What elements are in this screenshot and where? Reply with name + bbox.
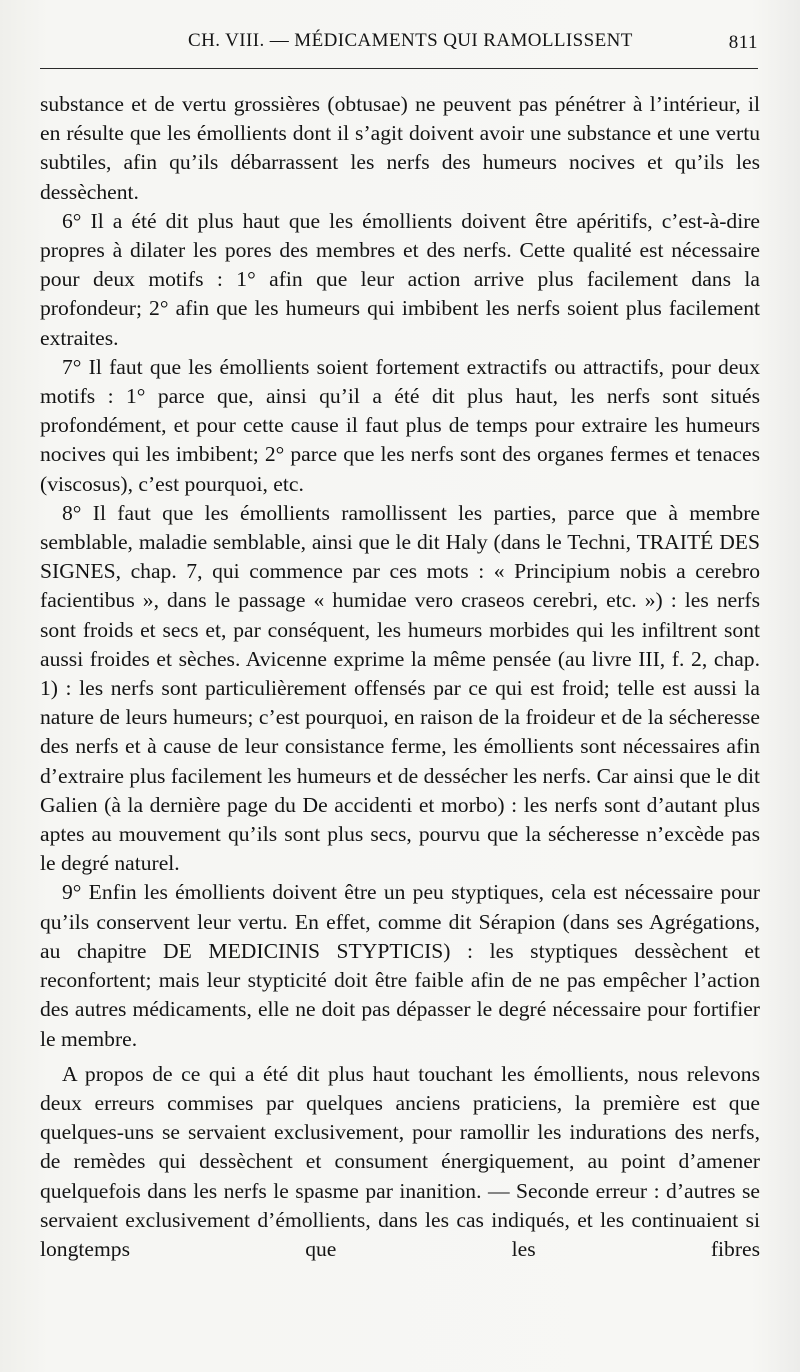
paragraph-point-7: 7° Il faut que les émollients soient fortement extractifs ou attractifs, pour deux motifs : 1° parce que, ainsi qu’il a été dit plus haut, les nerfs sont situés profondément, et pour cette cause il faut plus de temps pour extraire les humeurs nocives qui les imbibent; 2° parce que les nerfs sont des organes fermes et tenaces (viscosus), c’est pourquoi, etc. [40, 354, 760, 496]
paragraph-point-8: 8° Il faut que les émollients ramollissent les parties, parce que à membre semblable, maladie semblable, ainsi que le dit Haly (dans le Techni, TRAITÉ DES SIGNES, chap. 7, qui commence par ces mots : « Principium nobis a cerebro facientibus », dans le passage « humidae vero craseos cerebri, etc. ») : les nerfs sont froids et secs et, par conséquent, les humeurs morbides qui les infiltrent sont aussi froides et sèches. Avicenne exprime la même pensée (au livre III, f. 2, chap. 1) : les nerfs sont particulièrement offensés par ce qui est froid; telle est aussi la nature de leurs humeurs; c’est pourquoi, en raison de la froideur et de la sécheresse des nerfs et à cause de leur consistance ferme, les émollients sont nécessaires afin d’extraire plus facilement les humeurs et de dessécher les nerfs. Car ainsi que le dit Galien (à la dernière page du De accidenti et morbo) : les nerfs sont d’autant plus aptes au mouvement qu’ils sont plus secs, pourvu que la sécheresse n’excède pas le degré naturel. [40, 500, 760, 876]
paragraph-point-6: 6° Il a été dit plus haut que les émollients doivent être apéritifs, c’est-à-dire propres à dilater les pores des membres et des nerfs. Cette qualité est nécessaire pour deux motifs : 1° afin que leur action arrive plus facilement dans la profondeur; 2° afin que les humeurs qui imbibent les nerfs soient plus facilement extraites. [40, 208, 760, 350]
header-rule [40, 68, 758, 69]
paragraph-errors: A propos de ce qui a été dit plus haut touchant les émollients, nous relevons deux erreurs commises par quelques anciens praticiens, la première est que quelques-uns se servaient exclusivement, pour ramollir les indurations des nerfs, de remèdes qui dessèchent et consument énergiquement, au point d’amener quelquefois dans les nerfs le spasme par inanition. — Seconde erreur : d’autres se servaient exclusivement d’émollients, dans les cas indiqués, et les continuaient si longtemps que les fibres [40, 1061, 760, 1261]
chapter-title: CH. VIII. — MÉDICAMENTS QUI RAMOLLISSENT [188, 30, 633, 51]
paragraph-continuation: substance et de vertu grossières (obtusae) ne peuvent pas pénétrer à l’intérieur, il en résulte que les émollients dont il s’agit doivent avoir une substance et une vertu subtiles, afin qu’ils débarrassent les nerfs des humeurs nocives et qu’ils les dessèchent. [40, 92, 760, 204]
running-head [38, 22, 760, 62]
page-number: 811 [728, 32, 758, 53]
body-text [40, 90, 760, 1264]
paragraph-point-9: 9° Enfin les émollients doivent être un peu styptiques, cela est nécessaire pour qu’ils conservent leur vertu. En effet, comme dit Sérapion (dans ses Agrégations, au chapitre DE MEDICINIS STYPTICIS) : les styptiques dessèchent et reconfortent; mais leur stypticité doit être faible afin de ne pas empêcher l’action des autres médicaments, elle ne doit pas dépasser le degré nécessaire pour fortifier le membre. [40, 880, 760, 1051]
